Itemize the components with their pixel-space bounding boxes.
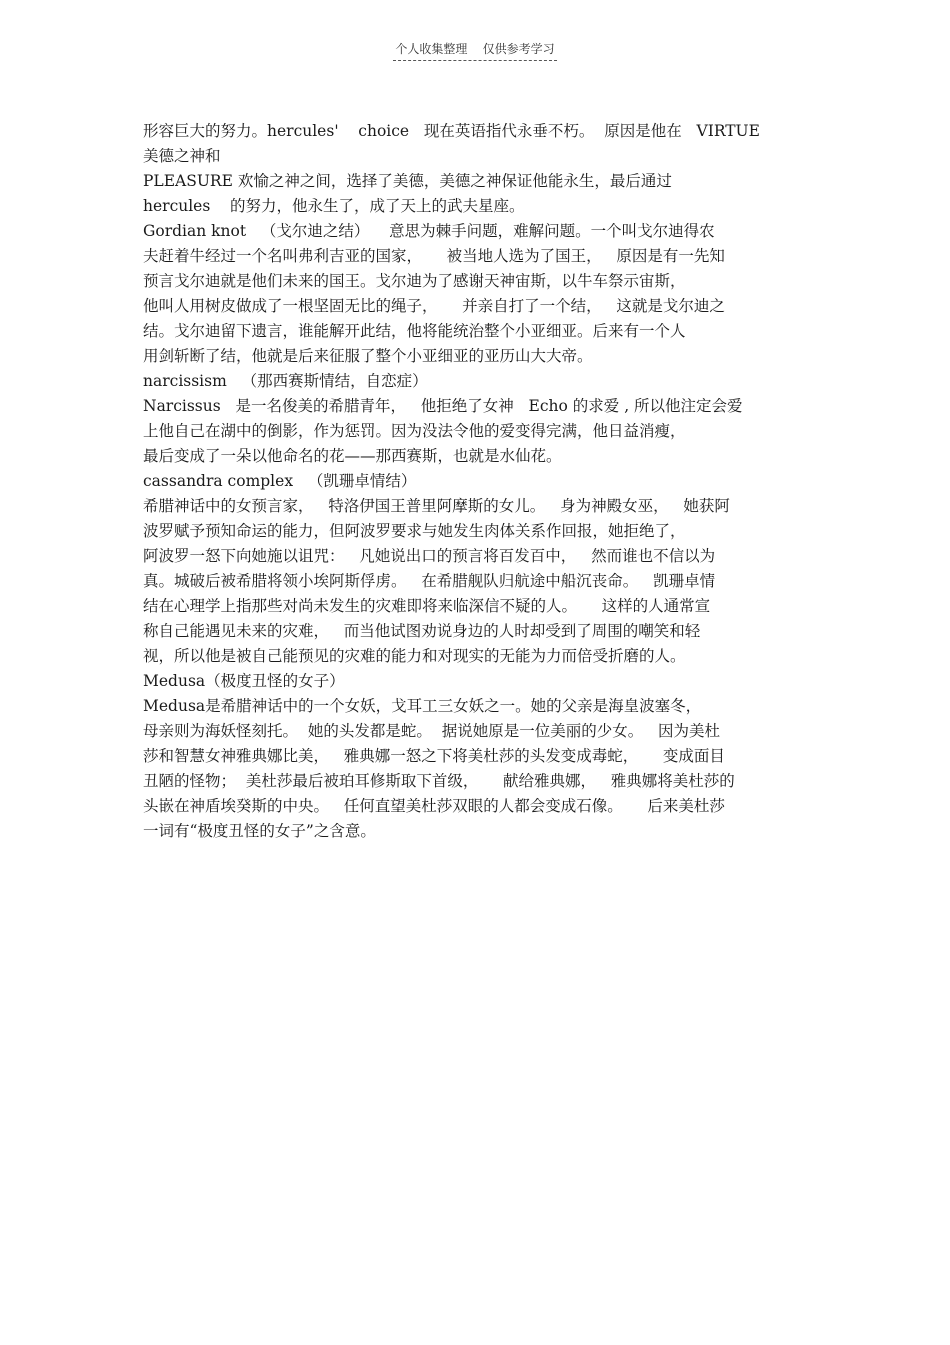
text-line: 视，所以他是被自己能预见的灾难的能力和对现实的无能为力而倍受折磨的人。 (143, 647, 686, 665)
text-line: 上他自己在湖中的倒影，作为惩罚。因为没法令他的爱变得完满，他日益消瘦， (143, 422, 686, 440)
text-line: 真。城破后被希腊将领小埃阿斯俘虏。 在希腊舰队归航途中船沉丧命。 凯珊卓情 (143, 572, 716, 590)
text-line: 一词有“极度丑怪的女子”之含意。 (143, 822, 376, 840)
text-line: 丑陋的怪物； 美杜莎最后被珀耳修斯取下首级， 献给雅典娜， 雅典娜将美杜莎的 (143, 772, 735, 790)
header-text: 个人收集整理 仅供参考学习 (393, 40, 556, 61)
text-line: Medusa是希腊神话中的一个女妖，戈耳工三女妖之一。她的父亲是海皇波塞冬， (143, 697, 702, 715)
text-line: 形容巨大的努力。hercules' choice 现在英语指代永垂不朽。 原因是他在 VIRTUE (143, 122, 760, 140)
text-line: 希腊神话中的女预言家， 特洛伊国王普里阿摩斯的女儿。 身为神殿女巫， 她获阿 (143, 497, 730, 515)
term-heading-medusa: Medusa（极度丑怪的女子） (143, 672, 345, 690)
text-line: 波罗赋予预知命运的能力，但阿波罗要求与她发生肉体关系作回报，她拒绝了， (143, 522, 686, 540)
text-line: 用剑斩断了结，他就是后来征服了整个小亚细亚的亚历山大大帝。 (143, 347, 593, 365)
term-heading-gordian-knot: Gordian knot （戈尔迪之结） 意思为棘手问题，难解问题。一个叫戈尔迪得农 (143, 222, 715, 240)
text-line: 美德之神和 (143, 147, 221, 165)
page-header (0, 40, 950, 61)
text-line: 他叫人用树皮做成了一根坚固无比的绳子， 并亲自打了一个结， 这就是戈尔迪之 (143, 297, 725, 315)
text-line: PLEASURE 欢愉之神之间，选择了美德，美德之神保证他能永生，最后通过 (143, 172, 672, 190)
text-line: 头嵌在神盾埃癸斯的中央。 任何直望美杜莎双眼的人都会变成石像。 后来美杜莎 (143, 797, 725, 815)
document-body (143, 119, 823, 844)
text-line: Narcissus 是一名俊美的希腊青年， 他拒绝了女神 Echo 的求爱 , 所以他注定会爱 (143, 397, 743, 415)
text-line: 母亲则为海妖怪刻托。 她的头发都是蛇。 据说她原是一位美丽的少女。 因为美杜 (143, 722, 720, 740)
text-line: 结在心理学上指那些对尚未发生的灾难即将来临深信不疑的人。 这样的人通常宣 (143, 597, 711, 615)
text-line: 最后变成了一朵以他命名的花——那西赛斯，也就是水仙花。 (143, 447, 562, 465)
term-heading-narcissism: narcissism （那西赛斯情结，自恋症） (143, 372, 428, 390)
text-line: 预言戈尔迪就是他们未来的国王。戈尔迪为了感谢天神宙斯，以牛车祭示宙斯， (143, 272, 686, 290)
text-line: 夫赶着牛经过一个名叫弗利吉亚的国家， 被当地人选为了国王， 原因是有一先知 (143, 247, 725, 265)
term-heading-cassandra-complex: cassandra complex （凯珊卓情结） (143, 472, 417, 490)
text-line: 称自己能遇见未来的灾难， 而当他试图劝说身边的人时却受到了周围的嘲笑和轻 (143, 622, 701, 640)
text-line: 阿波罗一怒下向她施以诅咒： 凡她说出口的预言将百发百中， 然而谁也不信以为 (143, 547, 716, 565)
text-line: 莎和智慧女神雅典娜比美， 雅典娜一怒之下将美杜莎的头发变成毒蛇， 变成面目 (143, 747, 725, 765)
text-line: hercules 的努力，他永生了，成了天上的武夫星座。 (143, 197, 525, 215)
text-line: 结。戈尔迪留下遗言，谁能解开此结，他将能统治整个小亚细亚。后来有一个人 (143, 322, 686, 340)
